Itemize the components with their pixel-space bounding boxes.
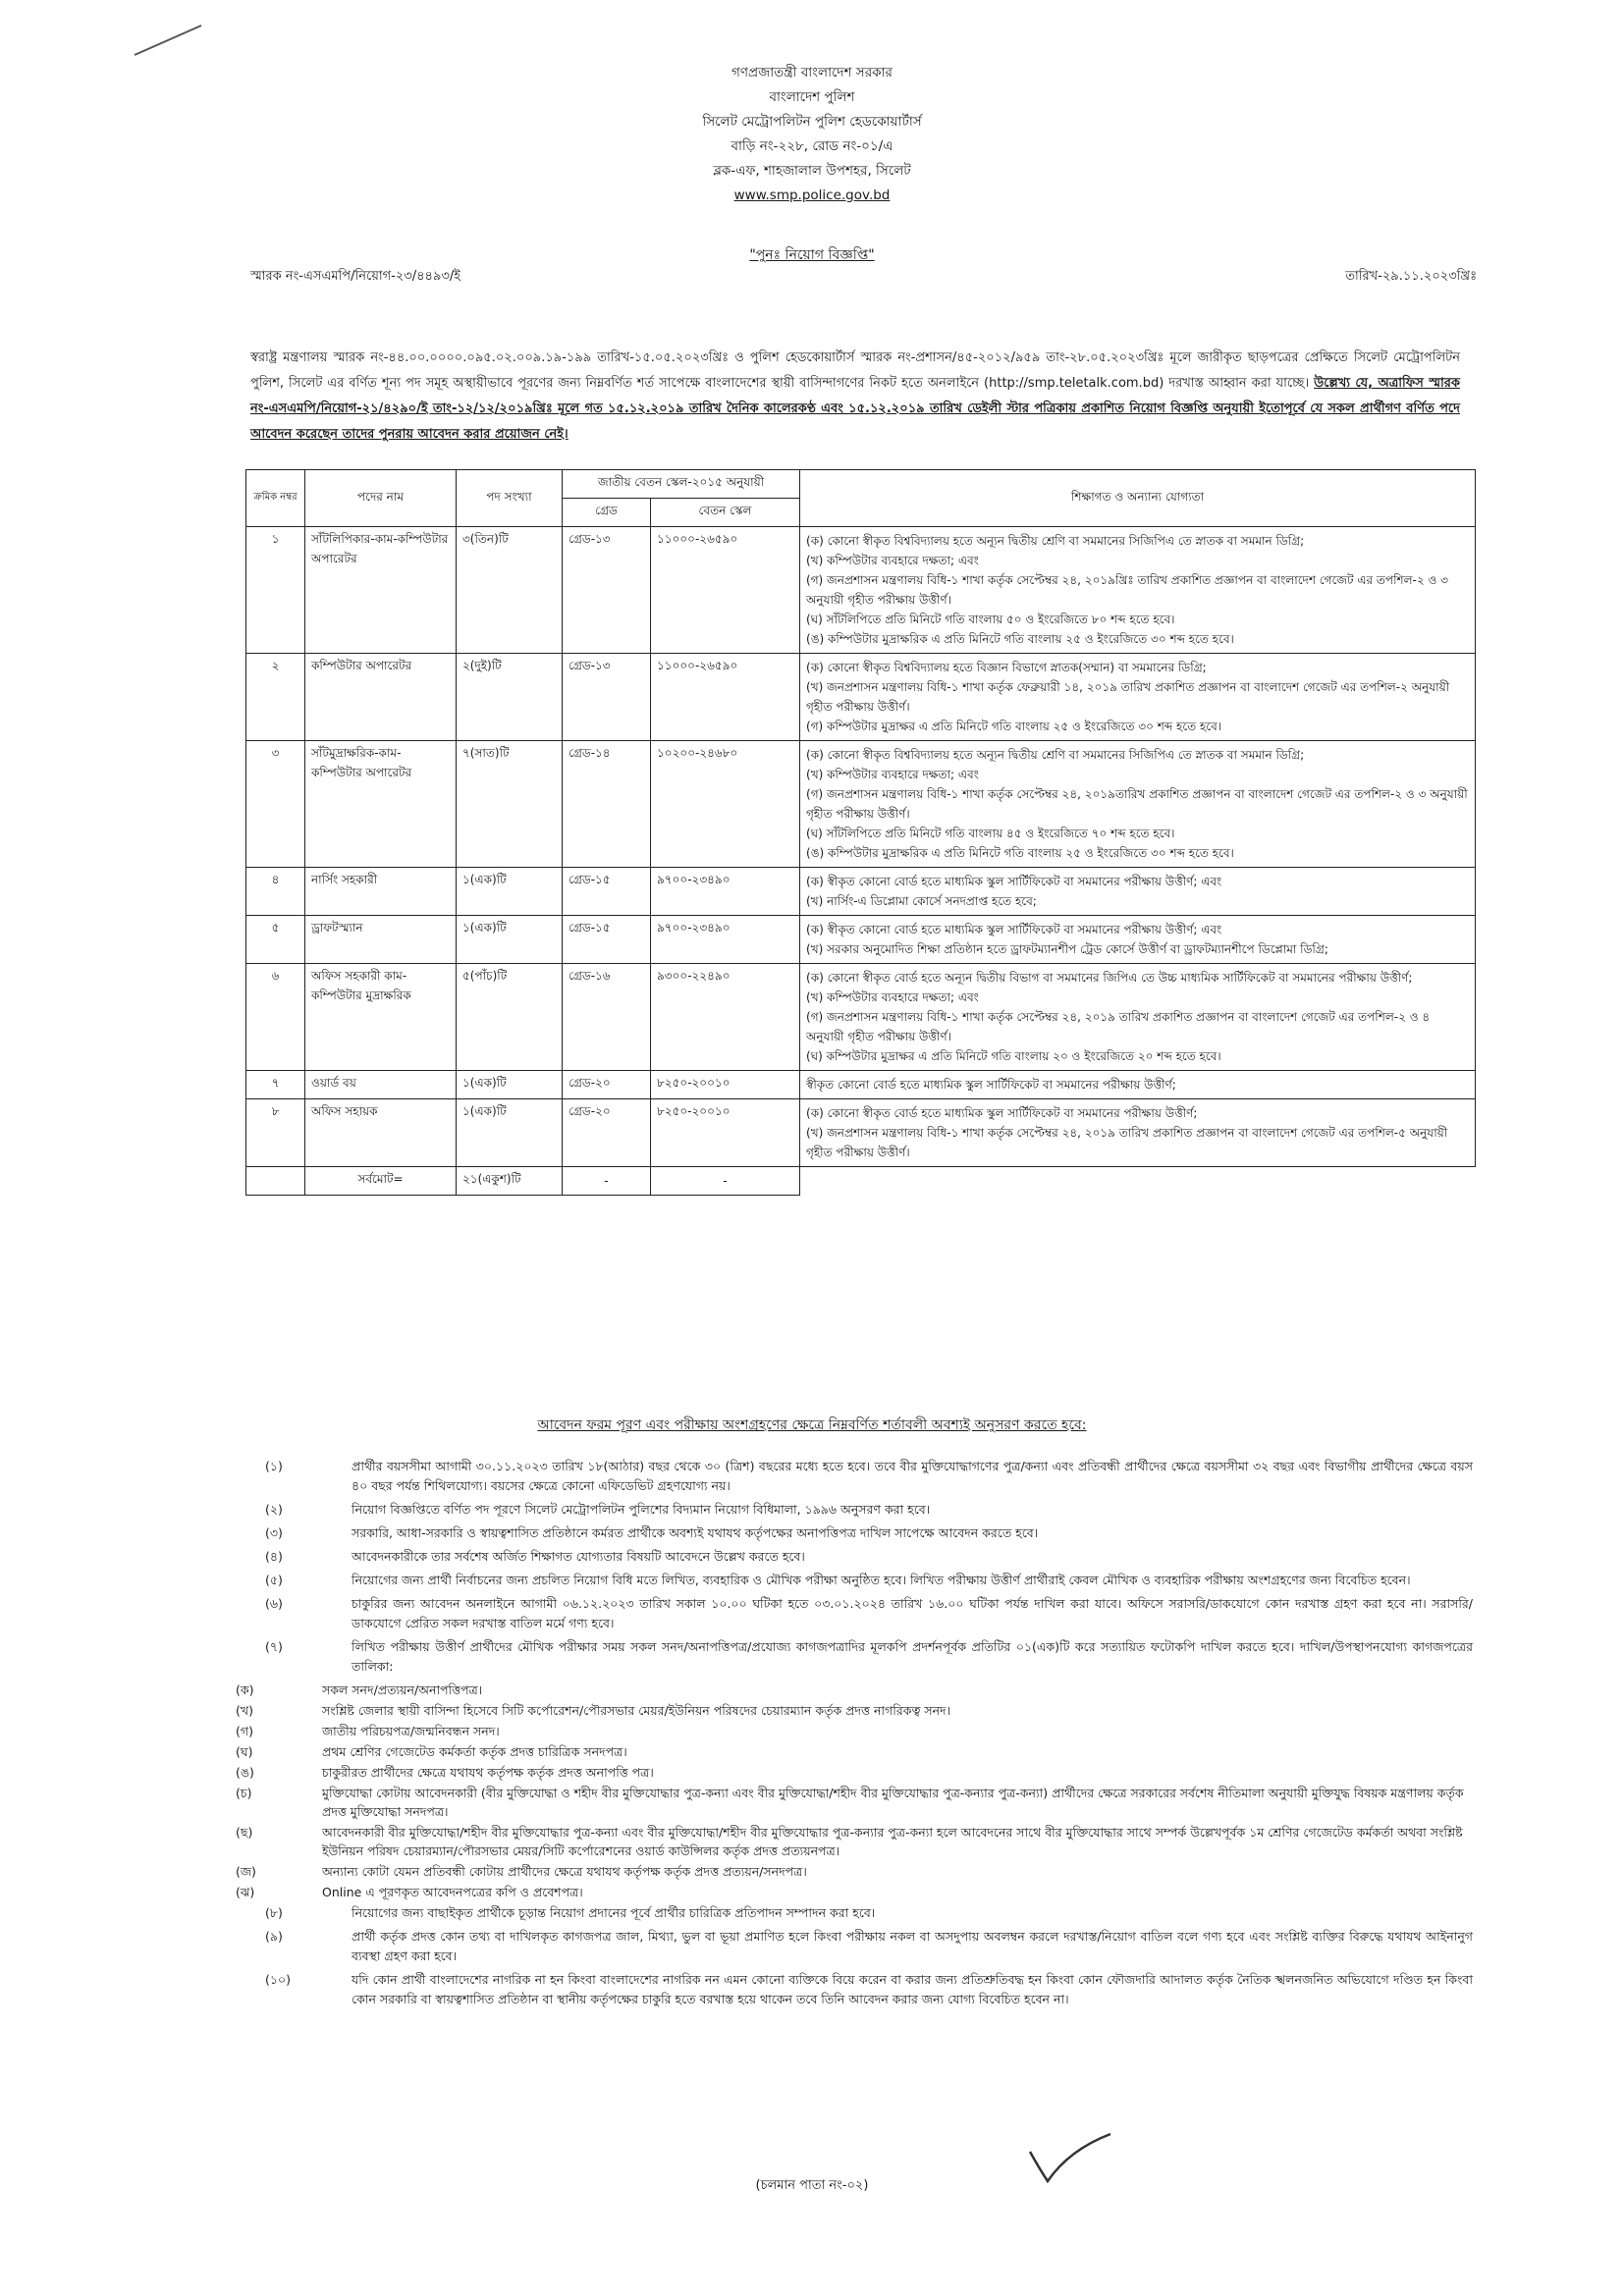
row-grade: গ্রেড-১৩ <box>563 527 651 654</box>
document-list-item-text: সংশ্লিষ্ট জেলার স্থায়ী বাসিন্দা হিসেবে সিটি কর্পোরেশন/পৌরসভার মেয়র/ইউনিয়ন পরিষদের চেয়ারম্যান কর্তৃক প্রদত্ত নাগরিকত্ব সনদ। <box>322 1703 951 1718</box>
row-post-name: নার্সিং সহকারী <box>305 868 457 916</box>
document-list-item-number: (ঝ) <box>236 1885 255 1899</box>
condition-item <box>265 1457 1473 1496</box>
row-post-name: ড্রাফটস্ম্যান <box>305 916 457 964</box>
row-grade: গ্রেড-১৫ <box>563 868 651 916</box>
document-list-item-text: প্রথম শ্রেণির গেজেটেড কর্মকর্তা কর্তৃক প্রদত্ত চারিত্রিক সনদপত্র। <box>322 1744 627 1759</box>
document-list-item-number: (ছ) <box>236 1825 253 1840</box>
table-row <box>246 868 1476 916</box>
condition-item-text: প্রার্থীর বয়সসীমা আগামী ৩০.১১.২০২৩ তারিখ ১৮(আঠার) বছর থেকে ৩০ (ত্রিশ) বছরের মধ্যে হতে হবে। তবে বীর মুক্তিযোদ্ধাগণের পুত্র/কন্যা এবং প্রতিবন্ধী প্রার্থীদের ক্ষেত্রে বয়সসীমা ৩২ বছর এবং বিভাগীয় প্রার্থীদের ক্ষেত্রে বয়স ৪০ বছর পর্যন্ত শিথিলযোগ্য। বয়সের ক্ষেত্রে কোনো এফিডেভিট গ্রহণযোগ্য নয়। <box>352 1459 1473 1493</box>
qualification-line: (ক) কোনো স্বীকৃত বিশ্ববিদ্যালয় হতে বিজ্ঞান বিভাগে স্নাতক(সম্মান) বা সমমানের ডিগ্রি; <box>806 661 1207 674</box>
table-row <box>246 654 1476 741</box>
qualification-line: (খ) নার্সিং-এ ডিপ্লোমা কোর্সে সনদপ্রাপ্ত হতে হবে; <box>806 894 1037 908</box>
row-grade: গ্রেড-১৩ <box>563 654 651 741</box>
row-post-name: অফিস সহকারী কাম-কম্পিউটার মুদ্রাক্ষরিক <box>305 964 457 1071</box>
row-grade: গ্রেড-১৪ <box>563 741 651 868</box>
row-pay-scale: ১১০০০-২৬৫৯০ <box>651 654 800 741</box>
row-serial: ৩ <box>246 741 305 868</box>
qualification-line: (খ) সরকার অনুমোদিত শিক্ষা প্রতিষ্ঠান হতে ড্রাফটম্যানশীপ ট্রেড কোর্সে উত্তীর্ণ বা ড্রাফটম্যানশীপে ডিপ্লোমা ডিগ্রি; <box>806 942 1328 956</box>
vacancy-table <box>245 469 1476 1196</box>
row-pay-scale: ৯৩০০-২২৪৯০ <box>651 964 800 1071</box>
condition-item-text: আবেদনকারীকে তার সর্বশেষ অর্জিত শিক্ষাগত যোগ্যতার বিষয়টি আবেদনে উল্লেখ করতে হবে। <box>352 1549 805 1564</box>
qualification-line: (ক) কোনো স্বীকৃত বোর্ড হতে মাধ্যমিক স্কুল সার্টিফিকেট বা সমমানের পরীক্ষায় উত্তীর্ণ; <box>806 1106 1198 1120</box>
table-row <box>246 1071 1476 1099</box>
header-address-block: ব্লক-এফ, শাহজালাল উপশহর, সিলেট <box>713 163 911 179</box>
row-post-count: ১(এক)টি <box>457 1071 563 1099</box>
document-list-item-number: (চ) <box>236 1786 252 1800</box>
row-grade: গ্রেড-২০ <box>563 1071 651 1099</box>
document-list-item-text: চাকুরীরত প্রার্থীদের ক্ষেত্রে যথাযথ কর্তৃপক্ষ কর্তৃক প্রদত্ত অনাপত্তি পত্র। <box>322 1765 654 1780</box>
header-grade: গ্রেড <box>563 499 651 527</box>
header-post-count: পদ সংখ্যা <box>457 470 563 527</box>
condition-item <box>265 1571 1473 1590</box>
qualification-line: (গ) কম্পিউটার মুদ্রাক্ষর এ প্রতি মিনিটে গতি বাংলায় ২৫ ও ইংরেজিতে ৩০ শব্দ হতে হবে। <box>806 720 1222 733</box>
header-pay-scale: বেতন স্কেল <box>651 499 800 527</box>
row-serial: ২ <box>246 654 305 741</box>
row-qualification <box>800 1071 1476 1099</box>
row-grade: গ্রেড-১৫ <box>563 916 651 964</box>
qualification-line: (গ) জনপ্রশাসন মন্ত্রণালয় বিধি-১ শাখা কর্তৃক সেপ্টেম্বর ২৪, ২০১৯ তারিখ প্রকাশিত প্রজ্ঞাপন বা বাংলাদেশ গেজেট এর তপশিল-২ ও ৪ অনুযায়ী গৃহীত পরীক্ষায় উত্তীর্ণ। <box>806 1010 1431 1043</box>
notice-title: "পুনঃ নিয়োগ বিজ্ঞপ্তি" <box>749 247 875 263</box>
qualification-line: (গ) জনপ্রশাসন মন্ত্রণালয় বিধি-১ শাখা কর্তৃক সেপ্টেম্বর ২৪, ২০১৯খ্রিঃ তারিখ প্রকাশিত প্রজ্ঞাপন বা বাংলাদেশ গেজেট এর তপশিল-২ ও ৩ অনুযায়ী গৃহীত পরীক্ষায় উত্তীর্ণ। <box>806 573 1448 607</box>
row-grade: গ্রেড-১৬ <box>563 964 651 1071</box>
row-serial: ৭ <box>246 1071 305 1099</box>
condition-item <box>265 1903 1473 1923</box>
row-pay-scale: ৯৭০০-২৩৪৯০ <box>651 916 800 964</box>
qualification-line: (ঙ) কম্পিউটার মুদ্রাক্ষরিক এ প্রতি মিনিটে গতি বাংলায় ২৫ ও ইংরেজিতে ৩০ শব্দ হতে হবে। <box>806 632 1234 646</box>
document-list-item-text: আবেদনকারী বীর মুক্তিযোদ্ধা/শহীদ বীর মুক্তিযোদ্ধার পুত্র-কন্যা এবং বীর মুক্তিযোদ্ধা/শহীদ বীর মুক্তিযোদ্ধার পুত্র-কন্যার পুত্র-কন্যা হলে আবেদনের সাথে বীর মুক্তিযোদ্ধার সাথে সম্পর্ক উল্লেখপূর্বক ১ম শ্রেণির গেজেটেড কর্মকর্তা অথবা সংশ্লিষ্ট ইউনিয়ন পরিষদ চেয়ারম্যান/পৌরসভার মেয়র/সিটি কর্পোরেশনের ওয়ার্ড কাউন্সিলর কর্তৃক প্রদত্ত প্রত্যয়নপত্র। <box>322 1825 1463 1858</box>
header-pay-scale-group: জাতীয় বেতন স্কেল-২০১৫ অনুযায়ী <box>563 470 800 499</box>
document-list-item <box>236 1681 1473 1699</box>
document-list-item <box>236 1784 1473 1821</box>
header-qualification: শিক্ষাগত ও অন্যান্য যোগ্যতা <box>800 470 1476 527</box>
document-list-item-number: (ক) <box>236 1682 254 1697</box>
row-serial: ১ <box>246 527 305 654</box>
qualification-line: (ক) স্বীকৃত কোনো বোর্ড হতে মাধ্যমিক স্কুল সার্টিফিকেট বা সমমানের পরীক্ষায় উত্তীর্ণ; এবং <box>806 923 1222 936</box>
condition-item-number: (৯) <box>265 1929 283 1944</box>
condition-item-number: (৮) <box>265 1905 283 1920</box>
row-post-name: কম্পিউটার অপারেটর <box>305 654 457 741</box>
intro-paragraph <box>250 346 1460 448</box>
document-list-item-number: (ঙ) <box>236 1765 254 1780</box>
document-list-item <box>236 1862 1473 1881</box>
header-police: বাংলাদেশ পুলিশ <box>769 89 855 105</box>
row-pay-scale: ৮২৫০-২০০১০ <box>651 1071 800 1099</box>
condition-item-number: (১০) <box>265 1972 291 1987</box>
row-pay-scale: ১১০০০-২৬৫৯০ <box>651 527 800 654</box>
condition-item <box>265 1637 1473 1677</box>
document-list-item-text: Online এ পূরণকৃত আবেদনপত্রের কপি ও প্রবেশপত্র। <box>322 1885 583 1899</box>
row-post-name: অফিস সহায়ক <box>305 1099 457 1167</box>
row-post-count: ১(এক)টি <box>457 916 563 964</box>
condition-item-number: (৭) <box>265 1639 283 1654</box>
row-post-name: সাঁটলিপিকার-কাম-কম্পিউটার অপারেটর <box>305 527 457 654</box>
qualification-line: (ক) স্বীকৃত কোনো বোর্ড হতে মাধ্যমিক স্কুল সার্টিফিকেট বা সমমানের পরীক্ষায় উত্তীর্ণ; এবং <box>806 875 1222 888</box>
total-row <box>246 1167 1476 1196</box>
condition-item <box>265 1500 1473 1520</box>
continued-page-note: (চলমান পাতা নং-০২) <box>755 2178 869 2193</box>
header-website-link[interactable]: www.smp.police.gov.bd <box>733 187 891 203</box>
intro-text: স্বরাষ্ট্র মন্ত্রণালয় স্মারক নং-৪৪.০০.০০০০.০৯৫.০২.০০৯.১৯-১৯৯ তারিখ-১৫.০৫.২০২৩খ্রিঃ ও পুলিশ হেডকোয়ার্টার্স স্মারক নং-প্রশাসন/৪৫-২০১২/৯৫৯ তাং-২৮.০৫.২০২৩খ্রিঃ মূলে জারীকৃত ছাড়পত্রের প্রেক্ষিতে সিলেট মেট্রোপলিটন পুলিশ, সিলেট এর বর্ণিত শূন্য পদ সমূহ অস্থায়ীভাবে পূরণের জন্য নিম্নবর্ণিত শর্ত সাপেক্ষে বাংলাদেশের স্থায়ী বাসিন্দাগণের নিকট হতে অনলাইনে (http://smp.teletalk.com.bd) দরখাস্ত আহ্বান করা যাচ্ছে। <box>250 350 1460 391</box>
table-row <box>246 916 1476 964</box>
qualification-line: (খ) কম্পিউটার ব্যবহারে দক্ষতা; এবং <box>806 990 979 1004</box>
row-pay-scale: ১০২০০-২৪৬৮০ <box>651 741 800 868</box>
table-row <box>246 527 1476 654</box>
qualification-line: (ঘ) সাঁটলিপিতে প্রতি মিনিটে গতি বাংলায় ৪৫ ও ইংরেজিতে ৭০ শব্দ হতে হবে। <box>806 827 1175 840</box>
document-list-item-number: (খ) <box>236 1703 253 1718</box>
document-list-item <box>236 1883 1473 1901</box>
header-smp-hq: সিলেট মেট্রোপলিটন পুলিশ হেডকোয়ার্টার্স <box>702 114 922 130</box>
row-post-name: ওয়ার্ড বয় <box>305 1071 457 1099</box>
qualification-line: (খ) জনপ্রশাসন মন্ত্রণালয় বিধি-১ শাখা কর্তৃক সেপ্টেম্বর ২৪, ২০১৯ তারিখ প্রকাশিত প্রজ্ঞাপন বা বাংলাদেশ গেজেট এর তপশিল-৫ অনুযায়ী গৃহীত পরীক্ষায় উত্তীর্ণ। <box>806 1126 1448 1159</box>
condition-item-text: নিয়োগ বিজ্ঞপ্তিতে বর্ণিত পদ পূরণে সিলেট মেট্রোপলিটন পুলিশের বিদ্যমান নিয়োগ বিধিমালা, ১৯৯৬ অনুসরণ করা হবে। <box>352 1502 931 1517</box>
document-list-item <box>236 1722 1473 1740</box>
row-post-count: ১(এক)টি <box>457 868 563 916</box>
vacancy-table-wrap <box>245 469 1475 1196</box>
row-pay-scale: ৮২৫০-২০০১০ <box>651 1099 800 1167</box>
condition-item-text: লিখিত পরীক্ষায় উত্তীর্ণ প্রার্থীদের মৌখিক পরীক্ষার সময় সকল সনদ/অনাপত্তিপত্র/প্রযোজ্য কাগজপত্রাদির মূলকপি প্রদর্শনপূর্বক প্রতিটির ০১(এক)টি করে সত্যায়িত ফটোকপি দাখিল করতে হবে। দাখিল/উপস্থাপনযোগ্য কাগজপত্রের তালিকা: <box>352 1639 1473 1674</box>
row-qualification <box>800 964 1476 1071</box>
condition-item <box>265 1927 1473 1966</box>
row-post-count: ২(দুই)টি <box>457 654 563 741</box>
document-list-item <box>236 1742 1473 1761</box>
condition-item <box>265 1547 1473 1567</box>
document-list-item-text: জাতীয় পরিচয়পত্র/জন্মনিবন্ধন সনদ। <box>322 1724 500 1738</box>
conditions-list <box>236 1457 1473 2013</box>
document-list-item-text: মুক্তিযোদ্ধা কোটায় আবেদনকারী (বীর মুক্তিযোদ্ধা ও শহীদ বীর মুক্তিযোদ্ধার পুত্র-কন্যা এবং বীর মুক্তিযোদ্ধা/শহীদ বীর মুক্তিযোদ্ধার পুত্র-কন্যার পুত্র-কন্যা) প্রার্থীদের ক্ষেত্রে সরকারের সর্বশেষ নীতিমালা অনুযায়ী মুক্তিযুদ্ধ বিষয়ক মন্ত্রণালয় কর্তৃক প্রদত্ত মুক্তিযোদ্ধা সনদপত্র। <box>322 1786 1464 1819</box>
row-serial: ৫ <box>246 916 305 964</box>
table-row <box>246 964 1476 1071</box>
qualification-line: (ক) কোনো স্বীকৃত বোর্ড হতে অন্যূন দ্বিতীয় বিভাগ বা সমমানের জিপিএ তে উচ্চ মাধ্যমিক সার্টিফিকেট বা সমমানের পরীক্ষায় উত্তীর্ণ; <box>806 971 1413 985</box>
total-count: ২১(একুশ)টি <box>457 1167 563 1196</box>
document-list-item-text: সকল সনদ/প্রত্যয়ন/অনাপত্তিপত্র। <box>322 1682 483 1697</box>
memo-number: স্মারক নং-এসএমপি/নিয়োগ-২৩/৪৪৯৩/ই <box>250 269 461 284</box>
qualification-line: (ঘ) সাঁটলিপিতে প্রতি মিনিটে গতি বাংলায় ৫০ ও ইংরেজিতে ৮০ শব্দ হতে হবে। <box>806 613 1175 626</box>
header-government: গণপ্রজাতন্ত্রী বাংলাদেশ সরকার <box>731 65 893 80</box>
row-qualification <box>800 527 1476 654</box>
row-qualification <box>800 654 1476 741</box>
row-serial: ৮ <box>246 1099 305 1167</box>
qualification-line: (ঘ) কম্পিউটার মুদ্রাক্ষর এ প্রতি মিনিটে গতি বাংলায় ২০ ও ইংরেজিতে ২০ শব্দ হতে হবে। <box>806 1049 1221 1063</box>
condition-item-text: নিয়োগের জন্য বাছাইকৃত প্রার্থীকে চূড়ান্ত নিয়োগ প্রদানের পূর্বে প্রার্থীর চারিত্রিক প্রতিপাদন সম্পাদন করা হবে। <box>352 1905 876 1920</box>
row-qualification <box>800 1099 1476 1167</box>
row-qualification <box>800 916 1476 964</box>
row-qualification <box>800 741 1476 868</box>
table-row <box>246 1099 1476 1167</box>
qualification-line: (ক) কোনো স্বীকৃত বিশ্ববিদ্যালয় হতে অন্যূন দ্বিতীয় শ্রেণি বা সমমানের সিজিপিএ তে স্নাতক বা সমমান ডিগ্রি; <box>806 534 1305 548</box>
condition-item <box>265 1523 1473 1543</box>
condition-item-number: (৬) <box>265 1596 283 1611</box>
document-list-item <box>236 1823 1473 1860</box>
qualification-line: (ক) কোনো স্বীকৃত বিশ্ববিদ্যালয় হতে অন্যূন দ্বিতীয় শ্রেণি বা সমমানের সিজিপিএ তে স্নাতক বা সমমান ডিগ্রি; <box>806 748 1305 762</box>
row-pay-scale: ৯৭০০-২৩৪৯০ <box>651 868 800 916</box>
row-qualification <box>800 868 1476 916</box>
row-post-count: ৩(তিন)টি <box>457 527 563 654</box>
pen-scratch-mark <box>133 20 211 59</box>
total-label: সর্বমোট= <box>305 1167 457 1196</box>
letterhead <box>491 61 1133 208</box>
row-serial: ৪ <box>246 868 305 916</box>
condition-item-number: (১) <box>265 1459 283 1473</box>
row-post-count: ১(এক)টি <box>457 1099 563 1167</box>
document-list-item <box>236 1701 1473 1720</box>
conditions-title: আবেদন ফরম পূরণ এবং পরীক্ষায় অংশগ্রহণের ক্ষেত্রে নিম্নবর্ণিত শর্তাবলী অবশ্যই অনুসরণ করতে হবে: <box>537 1417 1087 1433</box>
row-post-count: ৫(পাঁচ)টি <box>457 964 563 1071</box>
header-serial: ক্রমিক নম্বর <box>246 470 305 527</box>
document-list-item-text: অন্যান্য কোটা যেমন প্রতিবন্ধী কোটায় প্রার্থীদের ক্ষেত্রে যথাযথ কর্তৃপক্ষ কর্তৃক প্রদত্ত প্রত্যয়ন/সনদপত্র। <box>322 1864 807 1879</box>
condition-item-text: চাকুরির জন্য আবেদন অনলাইনে আগামী ০৬.১২.২০২৩ তারিখ সকাল ১০.০০ ঘটিকা হতে ০৩.০১.২০২৪ তারিখ ১৬.০০ ঘটিকা পর্যন্ত দাখিল করা যাবে। অফিসে সরাসরি/ডাকযোগে কোন দরখাস্ত গ্রহণ করা হবে না। সরাসরি/ডাকযোগে প্রেরিত সকল দরখাস্ত বাতিল মর্মে গণ্য হবে। <box>352 1596 1473 1630</box>
document-list-item-number: (জ) <box>236 1864 256 1879</box>
document-list-item-number: (ঘ) <box>236 1744 253 1759</box>
vacancy-table-body <box>246 527 1476 1167</box>
document-list-item-number: (গ) <box>236 1724 253 1738</box>
condition-item-text: প্রার্থী কর্তৃক প্রদত্ত কোন তথ্য বা দাখিলকৃত কাগজপত্র জাল, মিথ্যা, ভুল বা ভূয়া প্রমাণিত হলে কিংবা পরীক্ষায় নকল বা অসদুপায় অবলম্বন করলে দরখাস্ত/নিয়োগ বাতিল বলে গণ্য হবে এবং সংশ্লিষ্ট ব্যক্তির বিরুদ্ধে যথাযথ আইনানুগ ব্যবস্থা গ্রহণ করা হবে। <box>352 1929 1473 1963</box>
total-dash-grade: - <box>563 1167 651 1196</box>
total-dash-pay: - <box>651 1167 800 1196</box>
condition-item-number: (৪) <box>265 1549 283 1564</box>
document-list-item <box>236 1763 1473 1782</box>
intro-bold-note: উল্লেখ্য যে, অত্রাফিস স্মারক নং-এসএমপি/নিয়োগ-২১/৪২৯০/ই তাং-১২/১২/২০১৯খ্রিঃ মূলে গত ১৫.১২.২০১৯ তারিখ দৈনিক কালেরকণ্ঠ এবং ১৫.১২.২০১৯ তারিখ ডেইলী স্টার পত্রিকায় প্রকাশিত নিয়োগ বিজ্ঞপ্তি অনুযায়ী ইতোপূর্বে যে সকল প্রার্থীগণ বর্ণিত পদে আবেদন করেছেন তাদের পুনরায় আবেদন করার প্রয়োজন নেই। <box>250 376 1460 442</box>
condition-item-text: নিয়োগের জন্য প্রার্থী নির্বাচনের জন্য প্রচলিত নিয়োগ বিধি মতে লিখিত, ব্যবহারিক ও মৌখিক পরীক্ষা অনুষ্ঠিত হবে। লিখিত পরীক্ষায় উত্তীর্ণ প্রার্থীরাই কেবল মৌখিক ও ব্যবহারিক পরীক্ষায় অংশগ্রহণের জন্য বিবেচিত হবেন। <box>352 1573 1411 1587</box>
condition-item-number: (৩) <box>265 1525 283 1540</box>
row-post-count: ৭(সাত)টি <box>457 741 563 868</box>
condition-item-text: যদি কোন প্রার্থী বাংলাদেশের নাগরিক না হন কিংবা বাংলাদেশের নাগরিক নন এমন কোনো ব্যক্তিকে বিয়ে করেন বা করার জন্য প্রতিশ্রুতিবদ্ধ হন কিংবা কোন ফৌজদারি আদালত কর্তৃক নৈতিক স্খলনজনিত অভিযোগে দণ্ডিত হন কিংবা কোন সরকারি বা স্বায়ত্বশাসিত প্রতিষ্ঠান বা স্থানীয় কর্তৃপক্ষের চাকুরি হতে বরখাস্ত হয়ে থাকেন তবে তিনি আবেদন করার জন্য যোগ্য বিবেচিত হবেন না। <box>352 1972 1473 2006</box>
condition-item-number: (২) <box>265 1502 283 1517</box>
condition-item <box>265 1970 1473 2009</box>
qualification-line: স্বীকৃত কোনো বোর্ড হতে মাধ্যমিক স্কুল সার্টিফিকেট বা সমমানের পরীক্ষায় উত্তীর্ণ; <box>806 1078 1176 1092</box>
qualification-line: (খ) জনপ্রশাসন মন্ত্রণালয় বিধি-১ শাখা কর্তৃক ফেব্রুয়ারী ১৪, ২০১৯ তারিখ প্রকাশিত প্রজ্ঞাপন বা বাংলাদেশ গেজেট এর তপশিল-২ অনুযায়ী গৃহীত পরীক্ষায় উত্তীর্ণ। <box>806 680 1450 714</box>
condition-item-text: সরকারি, আধা-সরকারি ও স্বায়ত্বশাসিত প্রতিষ্ঠানে কর্মরত প্রার্থীকে অবশ্যই যথাযথ কর্তৃপক্ষের অনাপত্তিপত্র দাখিল সাপেক্ষে আবেদন করতে হবে। <box>352 1525 1039 1540</box>
row-post-name: সাঁটমুদ্রাক্ষরিক-কাম-কম্পিউটার অপারেটর <box>305 741 457 868</box>
header-post-name: পদের নাম <box>305 470 457 527</box>
qualification-line: (খ) কম্পিউটার ব্যবহারে দক্ষতা; এবং <box>806 768 979 781</box>
qualification-line: (খ) কম্পিউটার ব্যবহারে দক্ষতা; এবং <box>806 554 979 567</box>
qualification-line: (ঙ) কম্পিউটার মুদ্রাক্ষরিক এ প্রতি মিনিটে গতি বাংলায় ২৫ ও ইংরেজিতে ৩০ শব্দ হতে হবে। <box>806 846 1234 860</box>
condition-item-number: (৫) <box>265 1573 283 1587</box>
notice-date: তারিখ-২৯.১১.২০২৩খ্রিঃ <box>1345 269 1477 284</box>
row-serial: ৬ <box>246 964 305 1071</box>
table-row <box>246 741 1476 868</box>
condition-item <box>265 1594 1473 1633</box>
header-address-house: বাড়ি নং-২২৮, রোড নং-০১/এ <box>731 138 893 154</box>
qualification-line: (গ) জনপ্রশাসন মন্ত্রণালয় বিধি-১ শাখা কর্তৃক সেপ্টেম্বর ২৪, ২০১৯তারিখ প্রকাশিত প্রজ্ঞাপন বা বাংলাদেশ গেজেট এর তপশিল-২ ও ৩ অনুযায়ী গৃহীত পরীক্ষায় উত্তীর্ণ। <box>806 787 1468 821</box>
row-grade: গ্রেড-২০ <box>563 1099 651 1167</box>
